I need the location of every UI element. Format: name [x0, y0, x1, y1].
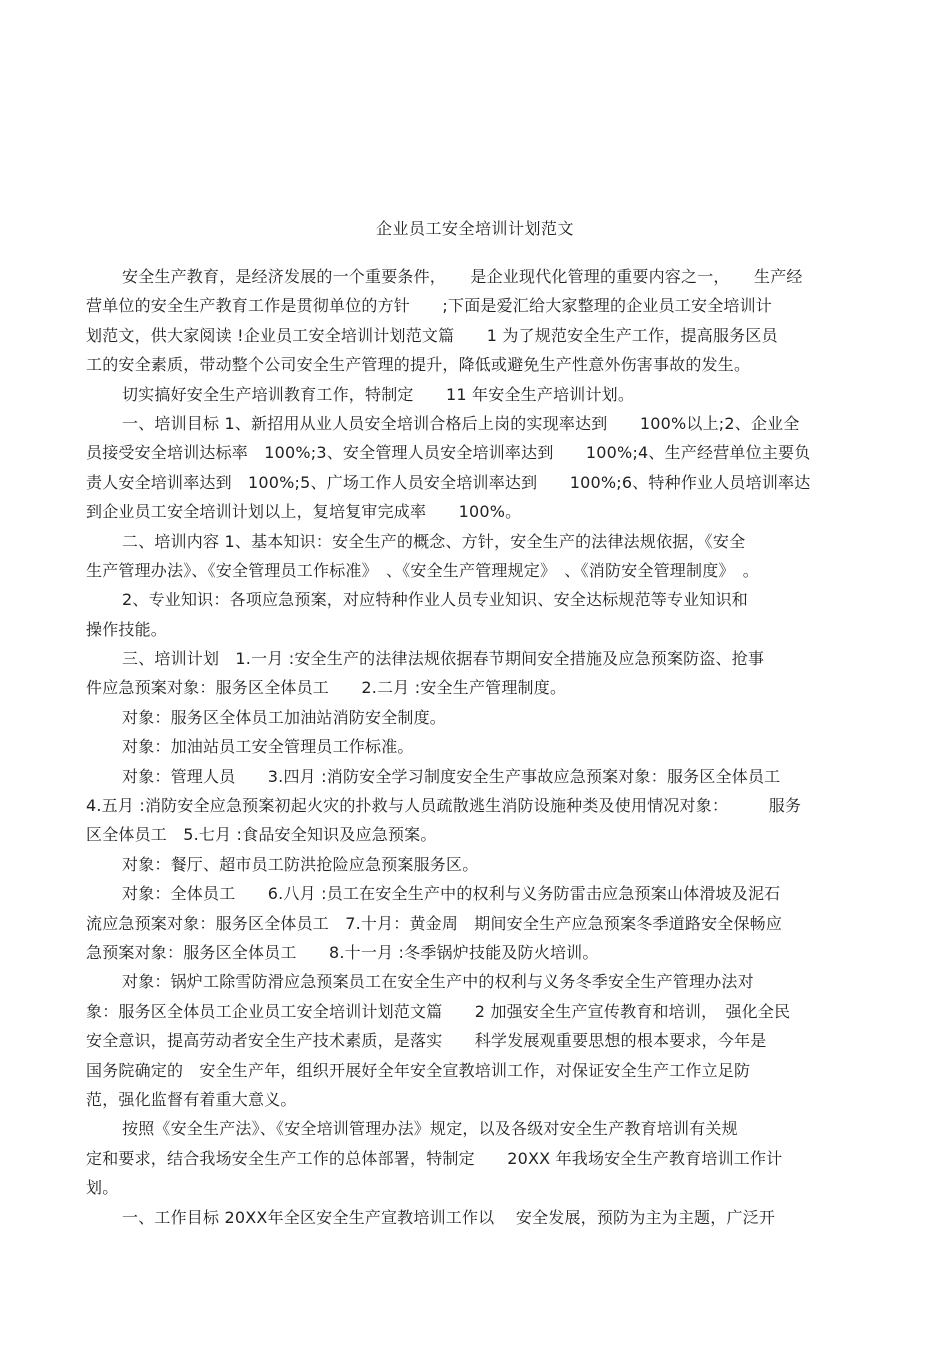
body-text-line: 划范文，供大家阅读 !企业员工安全培训计划范文篇 1 为了规范安全生产工作，提高服务区员	[86, 325, 778, 345]
body-text-line: 划。	[86, 1178, 119, 1198]
body-text-line: 三、培训计划 1.一月 :安全生产的法律法规依据春节期间安全措施及应急预案防盗、抢事	[122, 649, 765, 669]
body-text-line: 对象：管理人员 3.四月 :消防安全学习制度安全生产事故应急预案对象：服务区全体员工	[122, 766, 781, 786]
body-text-line: 国务院确定的 安全生产年，组织开展好全年安全宣教培训工作，对保证安全生产工作立足防	[86, 1060, 751, 1080]
body-text-line: 员接受安全培训达标率 100%;3、安全管理人员安全培训率达到 100%;4、生产经营单位主要负	[86, 443, 811, 463]
body-text-line: 二、培训内容 1、基本知识：安全生产的概念、方针，安全生产的法律法规依据，《安全	[122, 531, 746, 551]
body-text-line: 范，强化监督有着重大意义。	[86, 1089, 297, 1109]
body-text-line: 按照《安全生产法》、《安全培训管理办法》规定，以及各级对安全生产教育培训有关规	[122, 1119, 738, 1139]
body-text-line: 安全意识，提高劳动者安全生产技术素质，是落实 科学发展观重要思想的根本要求，今年是	[86, 1031, 767, 1051]
body-text-line: 急预案对象：服务区全体员工 8.十一月 :冬季锅炉技能及防火培训。	[86, 942, 599, 962]
body-text-line: 切实搞好安全生产培训教育工作，特制定 11 年安全生产培训计划。	[122, 384, 635, 404]
body-text-line: 对象：全体员工 6.八月 :员工在安全生产中的权利与义务防雷击应急预案山体滑坡及泥石	[122, 884, 781, 904]
body-text-line: 营单位的安全生产教育工作是贯彻单位的方针 ;下面是爱汇给大家整理的企业员工安全培训计	[86, 296, 772, 316]
body-text-line: 安全生产教育，是经济发展的一个重要条件， 是企业现代化管理的重要内容之一， 生产经	[122, 267, 803, 286]
body-text-line: 象：服务区全体员工企业员工安全培训计划范文篇 2 加强安全生产宣传教育和培训， 强化全民	[86, 1001, 791, 1021]
document-title: 企业员工安全培训计划范文	[375, 219, 574, 238]
body-text-line: 到企业员工安全培训计划以上，复培复审完成率 100%。	[86, 502, 522, 522]
body-text-line: 区全体员工 5.七月 :食品安全知识及应急预案。	[86, 825, 437, 845]
document-body	[86, 262, 866, 1232]
body-text-line: 流应急预案对象：服务区全体员工 7.十月：黄金周 期间安全生产应急预案冬季道路安全保畅应	[86, 913, 783, 933]
body-text-line: 定和要求，结合我场安全生产工作的总体部署，特制定 20XX 年我场安全生产教育培训工作计	[86, 1148, 783, 1168]
body-text-line: 一、培训目标 1、新招用从业人员安全培训合格后上岗的实现率达到 100%以上;2、企业全	[122, 413, 800, 433]
body-text-line: 对象：锅炉工除雪防滑应急预案员工在安全生产中的权利与义务冬季安全生产管理办法对	[122, 972, 754, 992]
body-text-line: 责人安全培训率达到 100%;5、广场工作人员安全培训率达到 100%;6、特种作业人员培训率达	[86, 472, 811, 492]
body-text-line: 对象：服务区全体员工加油站消防安全制度。	[122, 707, 447, 727]
body-text-line: 工的安全素质，带动整个公司安全生产管理的提升，降低或避免生产性意外伤害事故的发生。	[86, 355, 751, 375]
body-text-line: 件应急预案对象：服务区全体员工 2.二月 :安全生产管理制度。	[86, 678, 567, 698]
body-text-line: 生产管理办法》、《安全管理员工作标准》 、《安全生产管理规定》 、《消防安全管理制度》 。	[86, 560, 760, 580]
body-text-line: 对象：餐厅、超市员工防洪抢险应急预案服务区。	[122, 854, 479, 874]
body-text-line: 操作技能。	[86, 619, 168, 639]
body-text-line: 一、工作目标 20XX年全区安全生产宣教培训工作以 安全发展，预防为主为主题，广泛开	[122, 1207, 776, 1227]
body-text-line: 2、专业知识：各项应急预案，对应特种作业人员专业知识、安全达标规范等专业知识和	[122, 590, 748, 610]
body-text-line: 4.五月 :消防安全应急预案初起火灾的扑救与人员疏散逃生消防设施种类及使用情况对象： 服务	[86, 796, 802, 816]
body-text-line: 对象：加油站员工安全管理员工作标准。	[122, 737, 414, 757]
